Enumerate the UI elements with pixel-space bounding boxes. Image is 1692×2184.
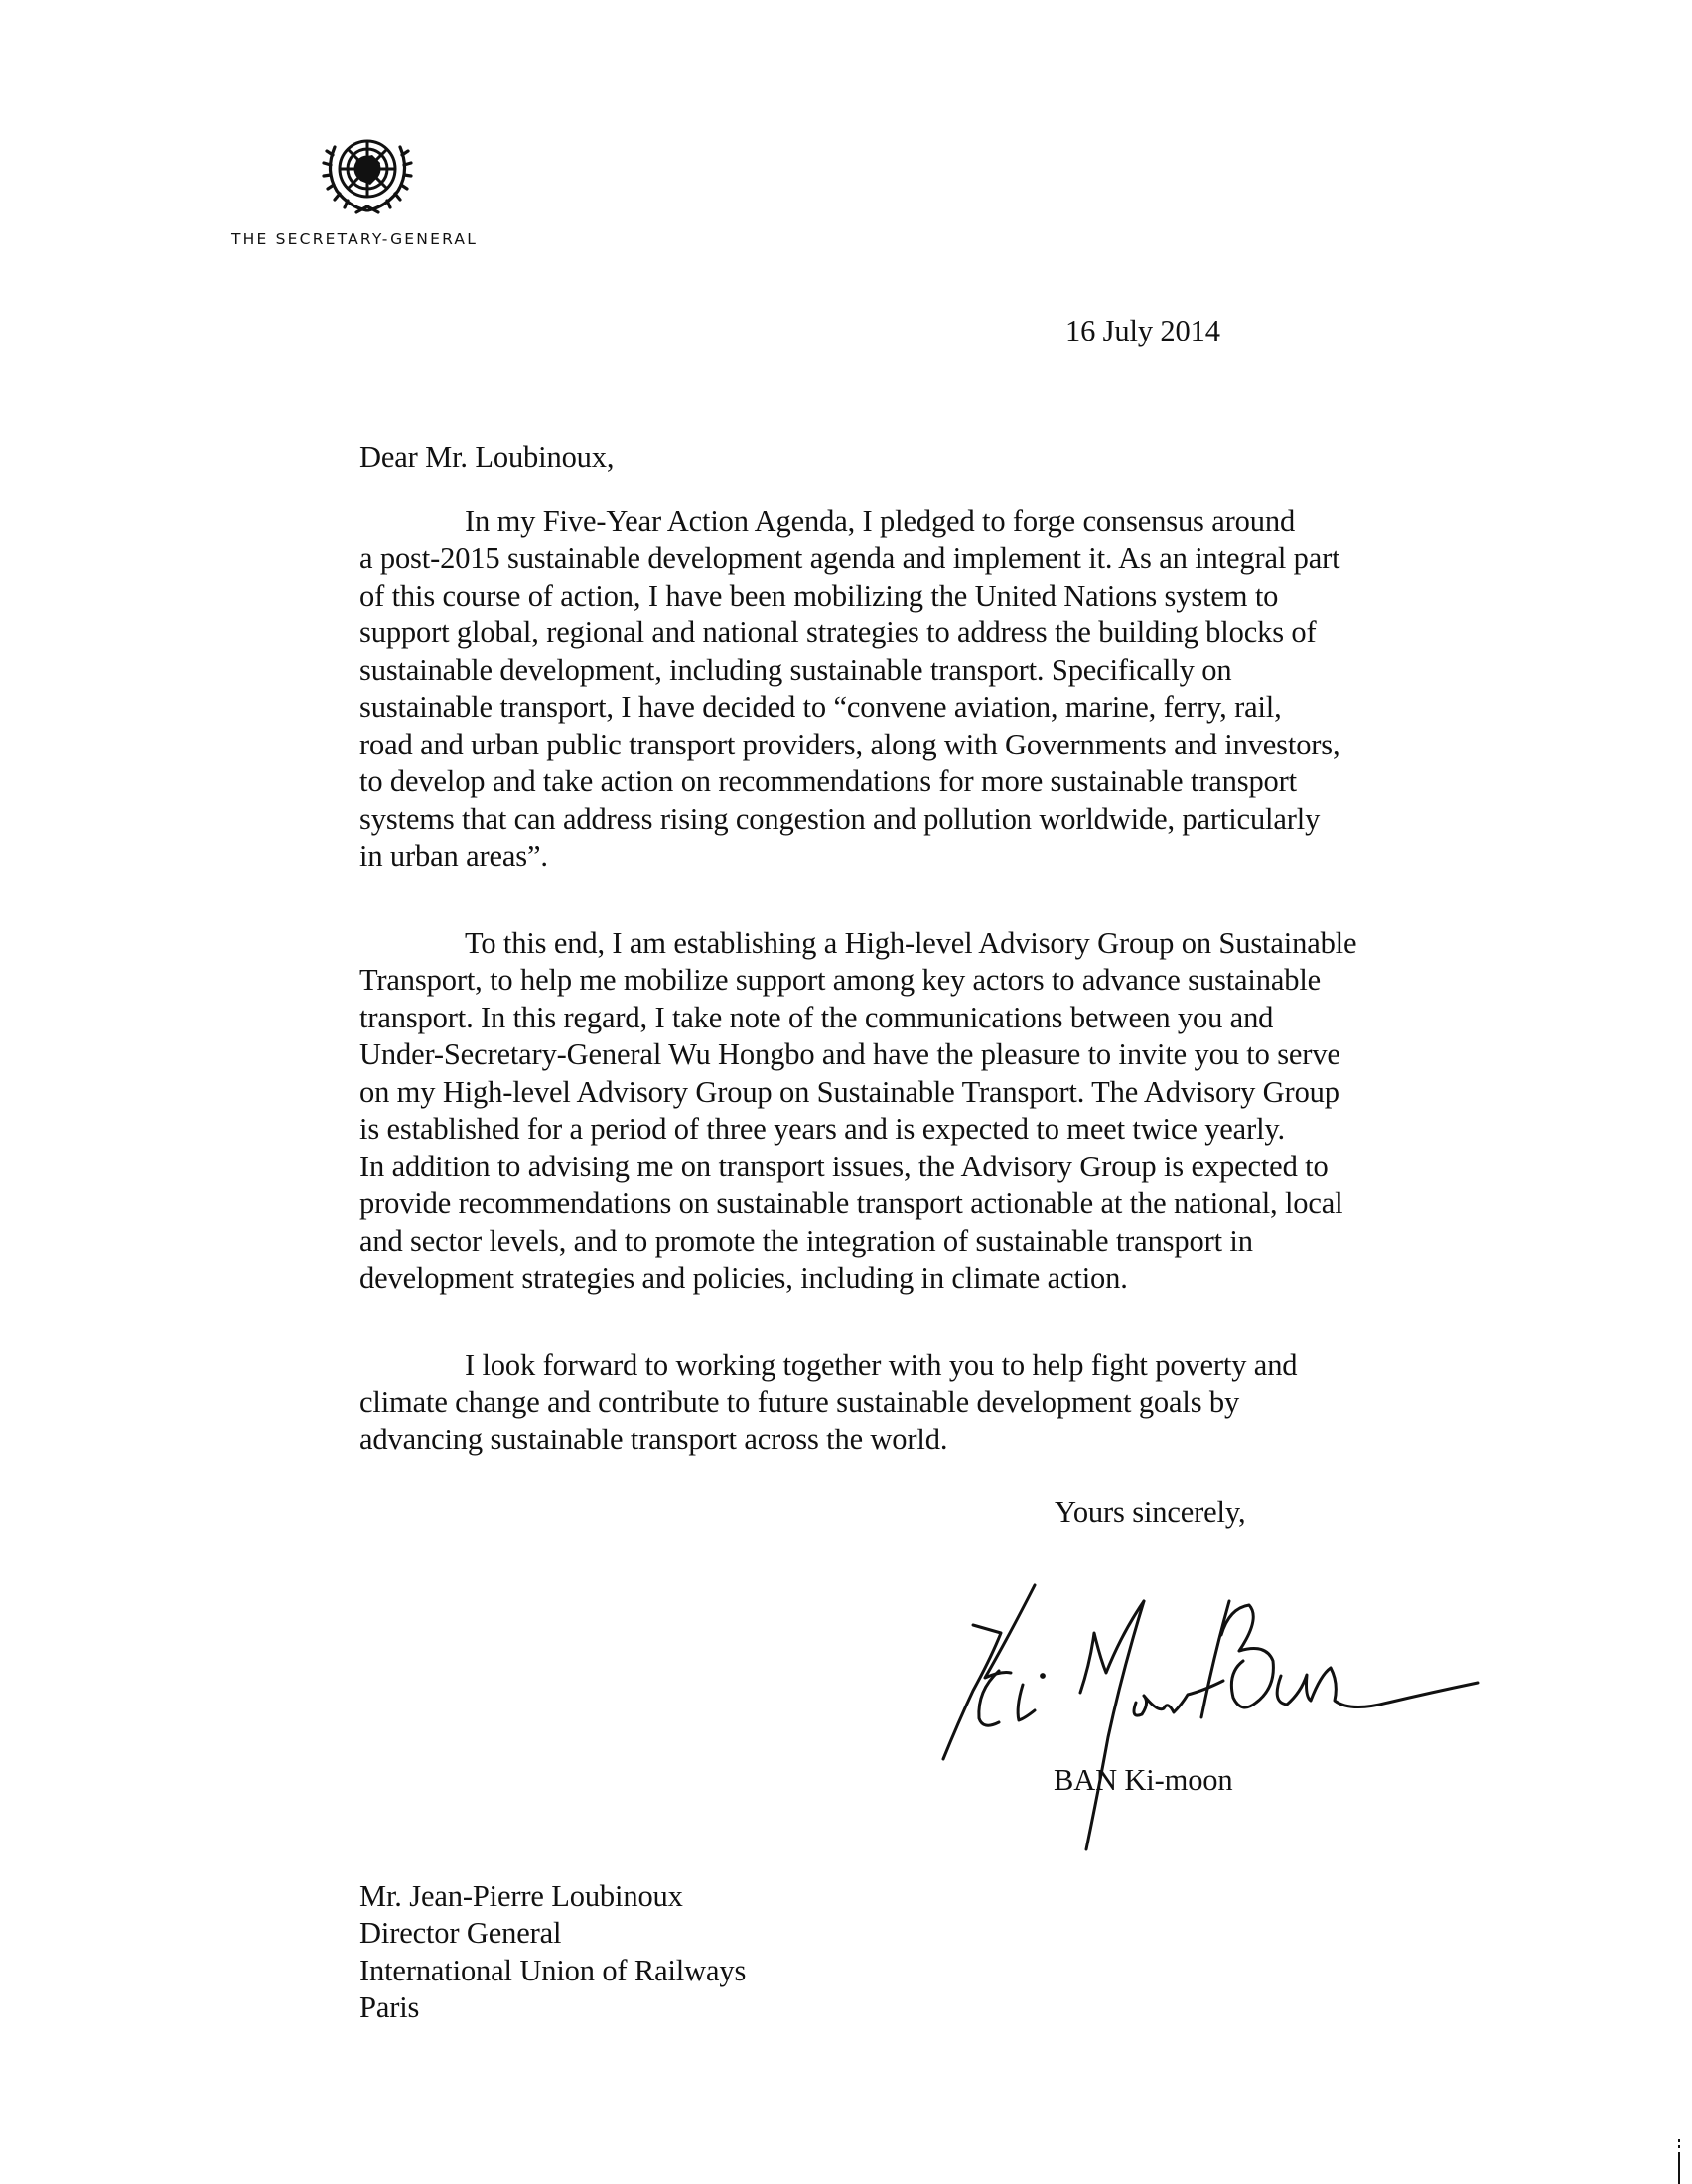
paragraph-line: on my High-level Advisory Group on Sustainable Transport. The Advisory Group [359,1075,1340,1109]
paragraph-line: of this course of action, I have been mobilizing the United Nations system to [359,579,1279,613]
paragraph-line: To this end, I am establishing a High-level Advisory Group on Sustainable [465,926,1357,960]
paragraph-line: road and urban public transport providers, along with Governments and investors, [359,728,1340,761]
handwritten-signature-icon [914,1564,1539,1861]
paragraph-line: to develop and take action on recommendations for more sustainable transport [359,764,1297,798]
recipient-organization: International Union of Railways [359,1954,747,1987]
paragraph-line: is established for a period of three years and is expected to meet twice yearly. [359,1112,1285,1146]
paragraph-line: in urban areas”. [359,839,548,873]
united-nations-emblem-icon [321,129,414,218]
paragraph-line: support global, regional and national strategies to address the building blocks of [359,615,1317,649]
letter-date: 16 July 2014 [1065,314,1220,347]
closing: Yours sincerely, [1055,1495,1246,1529]
salutation: Dear Mr. Loubinoux, [359,440,615,474]
scan-edge-mark [1678,2139,1680,2184]
paragraph-line: and sector levels, and to promote the integration of sustainable transport in [359,1224,1253,1258]
signer-name: BAN Ki-moon [1054,1763,1233,1797]
paragraph-line: advancing sustainable transport across the world. [359,1423,948,1456]
paragraph-line: provide recommendations on sustainable transport actionable at the national, local [359,1186,1343,1220]
paragraph-line: sustainable development, including sustainable transport. Specifically on [359,653,1232,687]
paragraph-line: In my Five-Year Action Agenda, I pledged to forge consensus around [465,504,1296,538]
office-title: THE SECRETARY-GENERAL [231,230,479,248]
paragraph-line: In addition to advising me on transport issues, the Advisory Group is expected to [359,1150,1329,1183]
recipient-title: Director General [359,1916,562,1950]
recipient-name: Mr. Jean-Pierre Loubinoux [359,1879,683,1913]
paragraph-line: I look forward to working together with you to help fight poverty and [465,1348,1298,1382]
paragraph-line: systems that can address rising congestion and pollution worldwide, particularly [359,802,1321,836]
paragraph-line: development strategies and policies, including in climate action. [359,1261,1128,1295]
paragraph-line: climate change and contribute to future sustainable development goals by [359,1385,1240,1419]
paragraph-line: Under-Secretary-General Wu Hongbo and have the pleasure to invite you to serve [359,1037,1340,1071]
paragraph-line: Transport, to help me mobilize support among key actors to advance sustainable [359,963,1322,997]
paragraph-line: a post-2015 sustainable development agenda and implement it. As an integral part [359,541,1340,575]
paragraph-line: transport. In this regard, I take note of the communications between you and [359,1001,1274,1034]
paragraph-line: sustainable transport, I have decided to “convene aviation, marine, ferry, rail, [359,690,1282,724]
recipient-city: Paris [359,1990,420,2024]
